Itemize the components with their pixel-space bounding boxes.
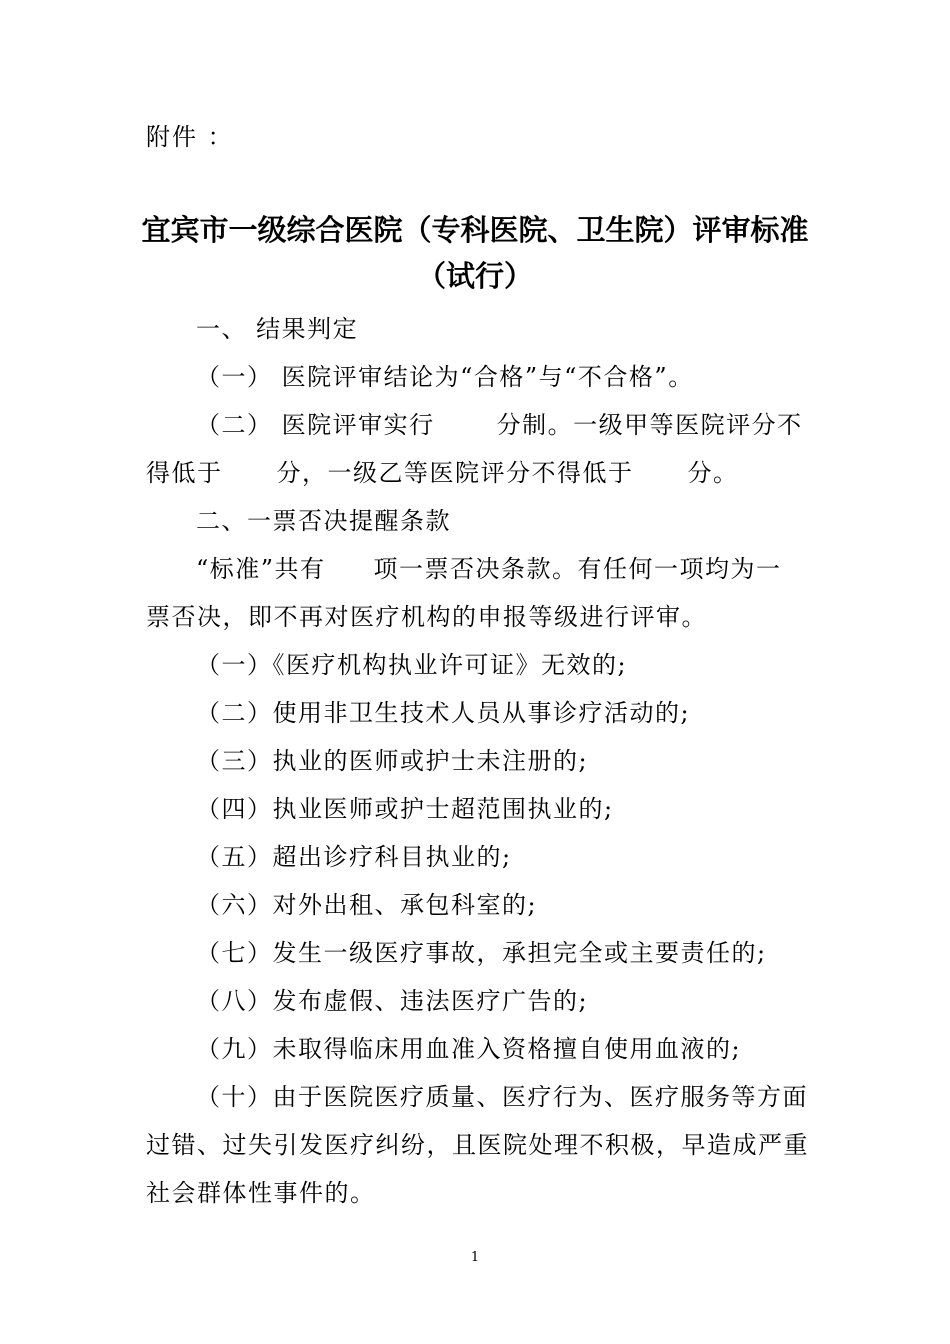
page-number: 1	[470, 1250, 480, 1265]
veto-item: （二）使用非卫生技术人员从事诊疗活动的;	[196, 699, 691, 727]
section-1-item-2-text-c: 得低于	[146, 459, 223, 487]
veto-item: （七）发生一级医疗事故，承担完全或主要责任的;	[196, 939, 767, 967]
veto-item: （四）执业医师或护士超范围执业的;	[196, 795, 614, 823]
document-subtitle: （试行）	[416, 259, 533, 293]
veto-item: （六）对外出租、承包科室的;	[196, 891, 538, 919]
section-1-heading: 一、 结果判定	[196, 315, 359, 343]
section-1-item-2-text-a: （二） 医院评审实行	[196, 411, 435, 439]
section-1-item-1: （一） 医院评审结论为“合格”与“不合格”。	[196, 363, 694, 391]
document-title: 宜宾市一级综合医院（专科医院、卫生院）评审标准	[141, 213, 809, 247]
veto-item-10-line-3: 社会群体性事件的。	[146, 1179, 376, 1207]
veto-item: （八）发布虚假、违法医疗广告的;	[196, 987, 589, 1015]
veto-item: （五）超出诊疗科目执业的;	[196, 843, 512, 871]
veto-item: （一）《医疗机构执业许可证》无效的;	[196, 651, 628, 679]
section-1-item-2-text-b: 分制。一级甲等医院评分不	[496, 411, 803, 439]
section-2-intro-text-b: 项一票否决条款。有任何一项均为一	[373, 555, 782, 583]
attachment-label: 附件 ：	[146, 123, 234, 151]
veto-item-10-line-2: 过错、过失引发医疗纠纷，且医院处理不积极，早造成严重	[146, 1131, 809, 1159]
section-2-intro-line-2: 票否决，即不再对医疗机构的申报等级进行评审。	[146, 603, 707, 631]
section-2-intro-text-a: “标准”共有	[196, 555, 326, 583]
section-1-item-2-text-e: 分。	[687, 459, 739, 487]
section-1-item-2-line-1	[196, 410, 803, 440]
veto-item: （九）未取得临床用血准入资格擅自使用血液的;	[196, 1035, 742, 1063]
section-1-item-2-line-2	[146, 458, 739, 488]
section-2-heading: 二、一票否决提醒条款	[196, 507, 451, 535]
veto-item: （三）执业的医师或护士未注册的;	[196, 747, 589, 775]
section-2-intro-line-1	[196, 554, 782, 584]
veto-item-10-line-1: （十）由于医院医疗质量、医疗行为、医疗服务等方面	[196, 1083, 808, 1111]
section-1-item-2-text-d: 分，一级乙等医院评分不得低于	[276, 459, 634, 487]
